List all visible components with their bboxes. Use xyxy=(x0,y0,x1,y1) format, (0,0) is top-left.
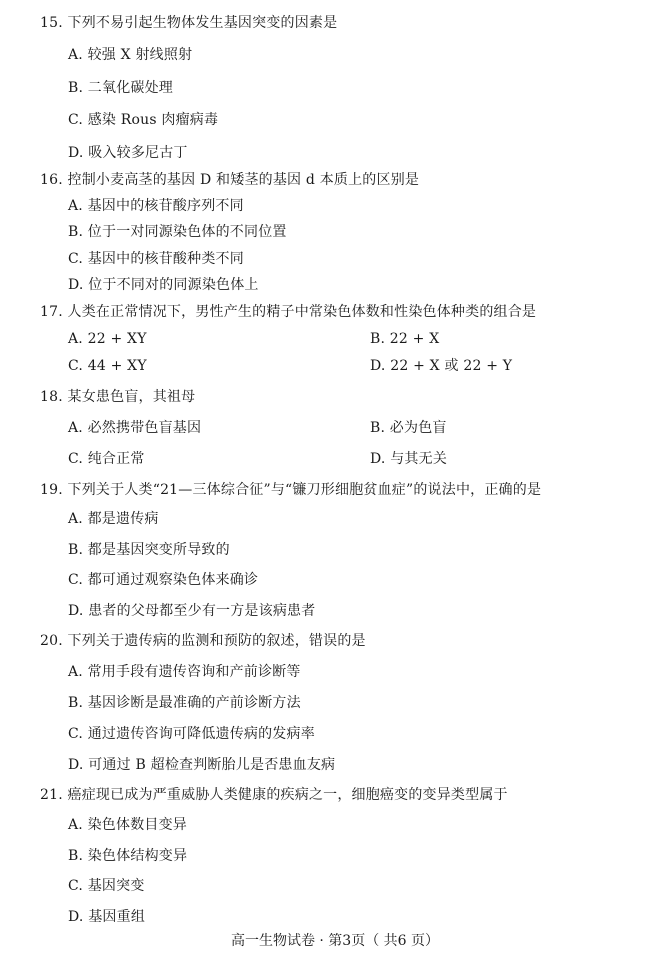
question-20-option-d: D. 可通过 B 超检查判断胎儿是否患血友病 xyxy=(68,757,336,773)
question-20-stem: 20. 下列关于遗传病的监测和预防的叙述，错误的是 xyxy=(40,633,366,649)
question-18-option-b: B. 必为色盲 xyxy=(370,420,447,436)
question-15-stem: 15. 下列不易引起生物体发生基因突变的因素是 xyxy=(40,15,338,31)
question-19-option-a: A. 都是遗传病 xyxy=(68,511,159,527)
question-15-option-d: D. 吸入较多尼古丁 xyxy=(68,145,188,161)
question-20-option-b: B. 基因诊断是最准确的产前诊断方法 xyxy=(68,695,301,711)
question-17-option-a: A. 22 + XY xyxy=(68,331,147,347)
question-20-option-c: C. 通过遗传咨询可降低遗传病的发病率 xyxy=(68,726,315,742)
question-18-option-a: A. 必然携带色盲基因 xyxy=(68,420,202,436)
question-21-option-a: A. 染色体数目变异 xyxy=(68,817,188,833)
question-20-option-a: A. 常用手段有遗传咨询和产前诊断等 xyxy=(68,664,301,680)
question-21-option-b: B. 染色体结构变异 xyxy=(68,848,188,864)
question-16-option-c: C. 基因中的核苷酸种类不同 xyxy=(68,251,244,267)
question-16-option-b: B. 位于一对同源染色体的不同位置 xyxy=(68,224,287,240)
question-21-stem: 21. 癌症现已成为严重威胁人类健康的疾病之一，细胞癌变的变异类型属于 xyxy=(40,787,508,803)
question-15-option-c: C. 感染 Rous 肉瘤病毒 xyxy=(68,112,219,128)
question-19-option-b: B. 都是基因突变所导致的 xyxy=(68,542,230,558)
page-footer: 高一生物试卷 · 第3页（ 共6 页） xyxy=(230,933,440,949)
question-19-option-d: D. 患者的父母都至少有一方是该病患者 xyxy=(68,603,316,619)
question-15-option-b: B. 二氧化碳处理 xyxy=(68,80,173,96)
question-16-stem: 16. 控制小麦高茎的基因 D 和矮茎的基因 d 本质上的区别是 xyxy=(40,172,420,188)
question-17-option-c: C. 44 + XY xyxy=(68,358,147,374)
question-17-option-d: D. 22 + X 或 22 + Y xyxy=(370,358,513,374)
question-17-option-b: B. 22 + X xyxy=(370,331,440,347)
question-18-option-d: D. 与其无关 xyxy=(370,451,448,467)
question-18-stem: 18. 某女患色盲，其祖母 xyxy=(40,389,196,405)
question-19-stem: 19. 下列关于人类“21—三体综合征”与“镰刀形细胞贫血症”的说法中，正确的是 xyxy=(40,482,542,498)
question-21-option-d: D. 基因重组 xyxy=(68,909,146,925)
question-21-option-c: C. 基因突变 xyxy=(68,878,145,894)
question-16-option-d: D. 位于不同对的同源染色体上 xyxy=(68,277,259,293)
question-18-option-c: C. 纯合正常 xyxy=(68,451,145,467)
question-17-stem: 17. 人类在正常情况下，男性产生的精子中常染色体数和性染色体种类的组合是 xyxy=(40,304,537,320)
question-15-option-a: A. 较强 X 射线照射 xyxy=(68,47,193,63)
question-19-option-c: C. 都可通过观察染色体来确诊 xyxy=(68,572,259,588)
question-16-option-a: A. 基因中的核苷酸序列不同 xyxy=(68,198,244,214)
